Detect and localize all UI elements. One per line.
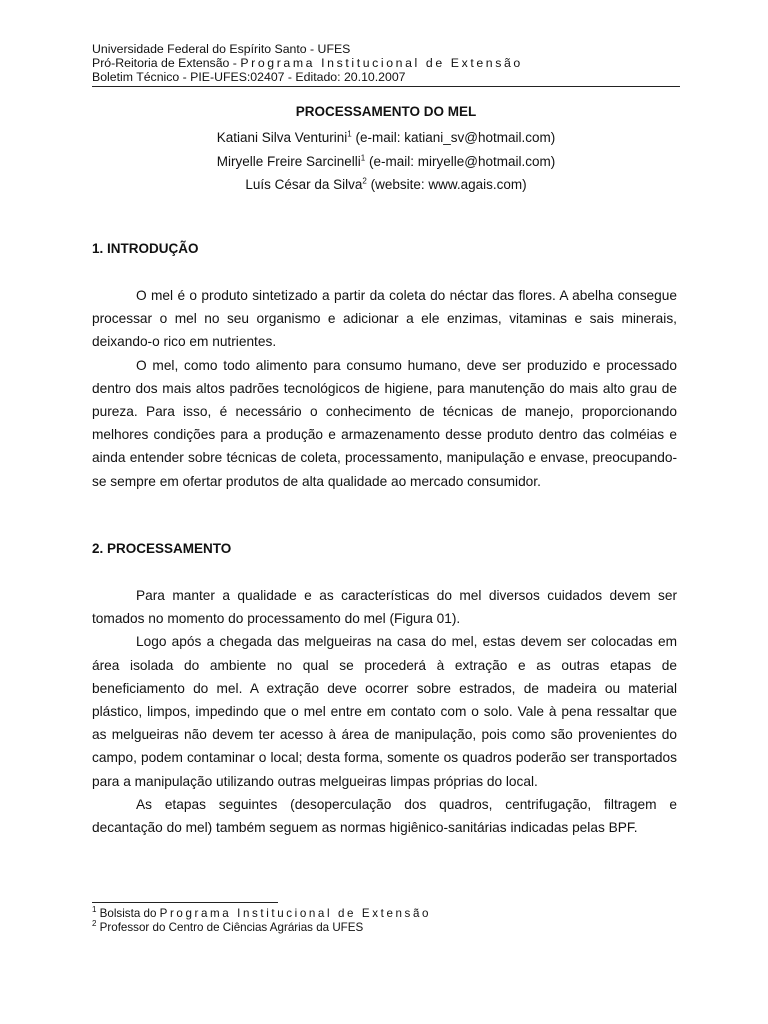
title-block bbox=[92, 103, 680, 197]
author-line bbox=[92, 126, 680, 150]
author-footnote-ref: 1 bbox=[347, 129, 352, 139]
header-program-name: Programa Institucional de Extensão bbox=[240, 56, 523, 70]
paragraph: Logo após a chegada das melgueiras na casa do mel, estas devem ser colocadas em área isolada do ambiente no qual se procederá à extração e as outras etapas de beneficiamento do mel. A extração deve ocorrer sobre estrados, de madeira ou material plástico, limpos, impedindo que o mel entre em contato com o solo. Vale à pena ressaltar que as melgueiras não devem ter acesso à área de manipulação, pois como são provenientes do campo, podem contaminar o local; desta forma, somente os quadros poderão ser transportados para a manipulação utilizando outras melgueiras limpas próprias do local. bbox=[92, 634, 677, 789]
author-line bbox=[92, 150, 680, 174]
document-title: PROCESSAMENTO DO MEL bbox=[295, 104, 477, 119]
footnote-separator bbox=[92, 902, 278, 903]
author-footnote-ref: 1 bbox=[360, 153, 366, 162]
author-contact: (e-mail: miryelle@hotmail.com) bbox=[365, 153, 556, 169]
header-pro-rectory-prefix: Pró-Reitoria de Extensão - bbox=[92, 56, 241, 70]
footnote-program-name: Programa Institucional de Extensão bbox=[159, 907, 432, 920]
footnote-text: Professor do Centro de Ciências Agrárias da UFES bbox=[96, 920, 364, 934]
section-body-processing bbox=[92, 584, 677, 839]
author-line bbox=[92, 173, 680, 197]
paragraph: O mel, como todo alimento para consumo humano, deve ser produzido e processado dentro dos mais altos padrões tecnológicos de higiene, para manutenção do mais alto grau de pureza. Para isso, é necessário o conhecimento de técnicas de manejo, proporcionando melhores condições para a produção e armazenamento desse produto dentro das colméias e ainda entender sobre técnicas de coleta, processamento, manipulação e envase, preocupando-se sempre em ofertar produtos de alta qualidade ao mercado consumidor. bbox=[92, 357, 677, 489]
footnote-item bbox=[92, 907, 680, 921]
author-contact: (website: www.agais.com) bbox=[366, 177, 527, 192]
footnote-number: 2 bbox=[92, 918, 97, 928]
paragraph: O mel é o produto sintetizado a partir da coleta do néctar das flores. A abelha consegue processar o mel no seu organismo e adicionar a ele enzimas, vitaminas e sais minerais, deixando-o rico em nutrientes. bbox=[92, 288, 677, 350]
footnote-prefix: Bolsista do bbox=[96, 907, 160, 920]
footnote-number: 1 bbox=[92, 905, 97, 915]
header-bulletin-info: Boletim Técnico - PIE-UFES:02407 - Editado: 20.10.2007 bbox=[92, 70, 406, 84]
section-heading-introduction: 1. INTRODUÇÃO bbox=[92, 241, 199, 256]
author-name: Luís César da Silva bbox=[245, 177, 363, 192]
footnotes bbox=[92, 907, 680, 934]
footnote-item bbox=[92, 918, 680, 935]
section-body-introduction bbox=[92, 284, 677, 493]
author-footnote-ref: 2 bbox=[362, 176, 367, 186]
header-university: Universidade Federal do Espírito Santo - UFES bbox=[92, 42, 351, 56]
paragraph: Para manter a qualidade e as características do mel diversos cuidados devem ser tomados no momento do processamento do mel (Figura 01). bbox=[92, 588, 677, 627]
author-contact: (e-mail: katiani_sv@hotmail.com) bbox=[351, 130, 556, 145]
author-name: Katiani Silva Venturini bbox=[216, 130, 348, 145]
paragraph: As etapas seguintes (desoperculação dos quadros, centrifugação, filtragem e decantação do mel) também seguem as normas higiênico-sanitárias indicadas pelas BPF. bbox=[92, 796, 677, 836]
section-heading-processing: 2. PROCESSAMENTO bbox=[92, 541, 232, 556]
header-pro-rectory bbox=[92, 56, 680, 70]
author-name: Miryelle Freire Sarcinelli bbox=[216, 153, 361, 169]
document-header bbox=[92, 42, 680, 87]
